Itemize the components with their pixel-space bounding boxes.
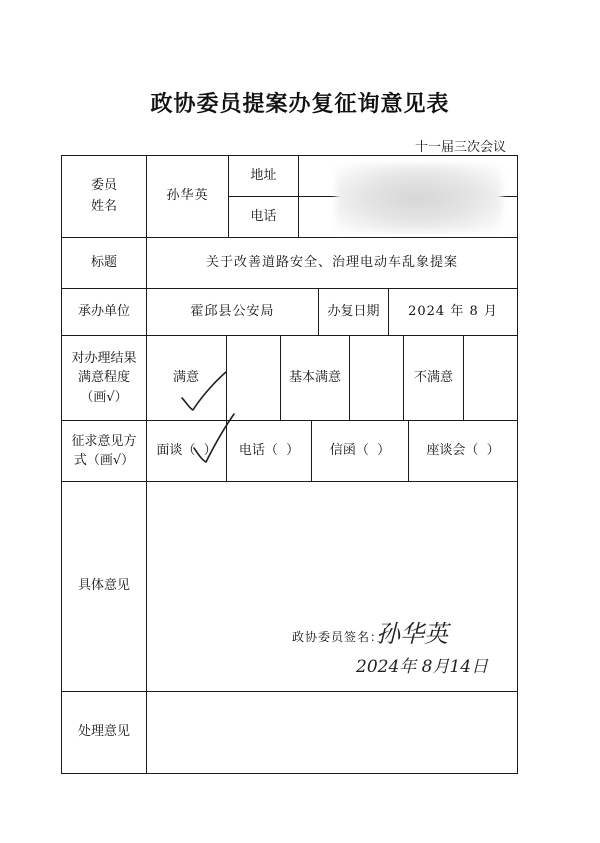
opinion-label: 具体意见 (77, 578, 130, 594)
redacted-contact-info (336, 164, 502, 232)
reply-date-label: 办复日期 (327, 303, 380, 319)
method-option-phone[interactable]: 电话（ ） (238, 442, 300, 458)
satisfied-check-mark-icon (176, 368, 232, 416)
satisfaction-label: 对办理结果 满意程度 （画√） (71, 350, 137, 405)
reply-date-value: 2024 年 8 月 (408, 303, 498, 319)
handwritten-date: 2024年 8月14日 (356, 657, 489, 677)
method-option-meeting[interactable]: 座谈会（ ） (426, 442, 500, 458)
form-title: 政协委员提案办复征询意见表 (150, 91, 450, 117)
method-label: 征求意见方 式（画√） (71, 433, 137, 468)
method-option-face-to-face[interactable]: 面谈（ ） (156, 442, 217, 458)
satisfaction-option-satisfied[interactable]: 满意 (172, 369, 199, 385)
handwritten-signature: 孙华英 (376, 620, 448, 648)
member-name-value: 孙华英 (166, 188, 209, 204)
handwritten-date-area (352, 646, 492, 686)
signature-label: 政协委员签名： (292, 630, 384, 644)
session-label: 十一届三次会议 (414, 140, 506, 155)
method-option-letter[interactable]: 信函（ ） (329, 442, 391, 458)
address-label: 地址 (250, 167, 277, 183)
processing-label: 处理意见 (77, 724, 130, 740)
member-name-label: 委员 姓名 (90, 177, 117, 214)
handling-unit-label: 承办单位 (77, 303, 130, 319)
handling-unit-value: 霍邱县公安局 (190, 303, 275, 319)
face-to-face-check-mark-icon (188, 410, 242, 470)
satisfaction-option-dissatisfied[interactable]: 不满意 (413, 369, 453, 385)
satisfaction-option-basically-satisfied[interactable]: 基本满意 (288, 369, 341, 385)
phone-label: 电话 (250, 208, 277, 224)
subject-value: 关于改善道路安全、治理电动车乱象提案 (205, 254, 458, 270)
subject-label: 标题 (90, 254, 117, 270)
